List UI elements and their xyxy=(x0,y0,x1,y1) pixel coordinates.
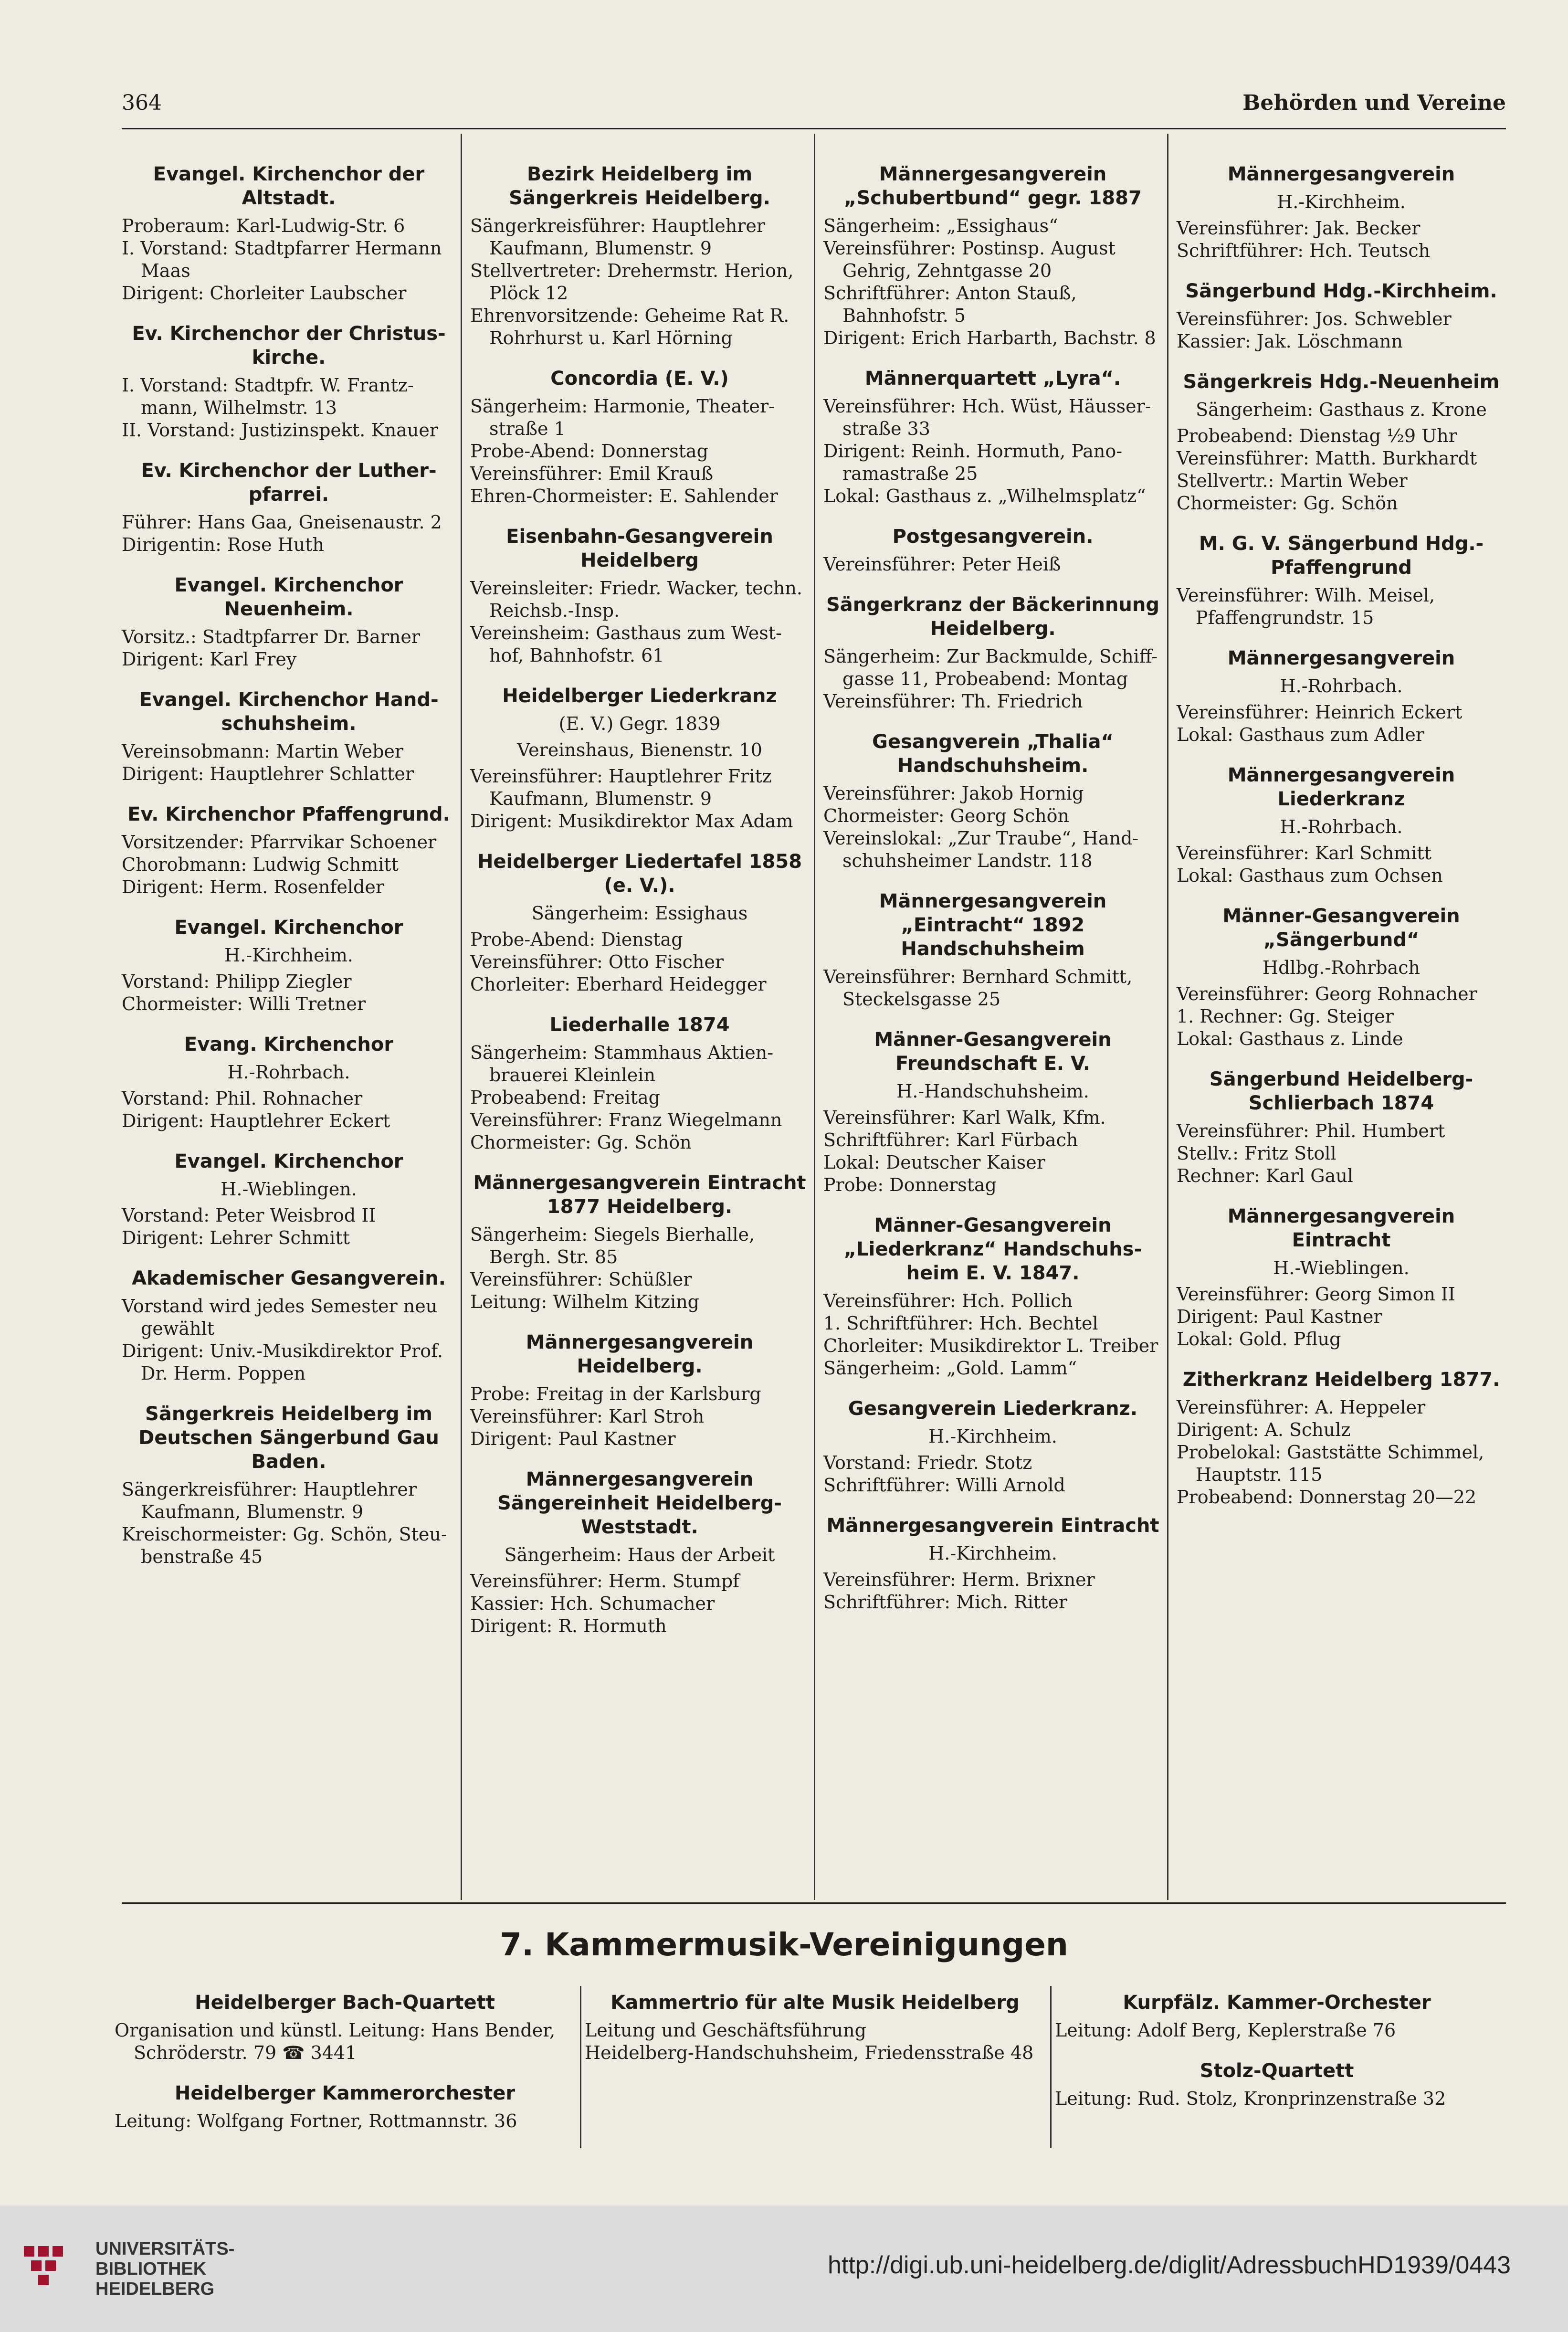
entry-block xyxy=(1177,1368,1506,1509)
entry-block xyxy=(122,322,456,442)
entry-block xyxy=(122,1150,456,1249)
entry-block xyxy=(823,593,1162,713)
entry-line: Vereinsheim: Gasthaus zum West-hof, Bahnhofstr. 61 xyxy=(470,623,782,666)
entry-line: Lokal: Gasthaus z. Linde xyxy=(1177,1028,1403,1049)
entry-line: Dirigent: Hauptlehrer Eckert xyxy=(122,1110,390,1131)
entry-subtitle: H.-Handschuhsheim. xyxy=(896,1081,1089,1102)
entry-title: Zitherkranz Heidelberg 1877. xyxy=(1182,1369,1500,1391)
entry-title: Heidelberger Liedertafel 1858 (e. V.). xyxy=(477,851,802,897)
column-2 xyxy=(470,162,809,1655)
entry-subtitle: Hdlbg.-Rohrbach xyxy=(1262,957,1421,978)
entry-line: Vereinsführer: Schüßler xyxy=(470,1269,692,1290)
entry-line: Schriftführer: Willi Arnold xyxy=(823,1475,1065,1496)
entry-title: Heidelberger Bach-Quartett xyxy=(195,1992,495,2014)
entry-line: Stellvertreter: Drehermstr. Herion, Plöck 12 xyxy=(470,260,794,304)
entry-title: Gesangverein Liederkranz. xyxy=(848,1398,1138,1420)
entry-title: Liederhalle 1874 xyxy=(549,1014,730,1036)
entry-title: M. G. V. Sängerbund Hdg.-Pfaffengrund xyxy=(1199,533,1484,579)
entry-line: Sängerkreisführer: Hauptlehrer Kaufmann, Blumenstr. 9 xyxy=(470,215,765,259)
entry-title: Concordia (E. V.) xyxy=(550,368,729,390)
entry-title: Männergesangverein „Schubertbund“ gegr. 1887 xyxy=(844,163,1142,209)
entry-line: Kreischormeister: Gg. Schön, Steu-benstraße 45 xyxy=(122,1524,447,1567)
entry-title: Männergesangverein Eintracht 1877 Heidelberg. xyxy=(473,1172,806,1218)
entry-line: Vereinsführer: Herm. Stumpf xyxy=(470,1571,740,1592)
entry-line: Dirigent: Reinh. Hormuth, Pano-ramastraße 25 xyxy=(823,441,1123,484)
entry-subtitle: H.-Kirchheim. xyxy=(928,1426,1057,1447)
entry-line: Stellvertr.: Martin Weber xyxy=(1177,470,1408,491)
entry-line: Vereinsführer: Georg Rohnacher xyxy=(1177,983,1477,1004)
entry-line: Vereinsführer: Phil. Humbert xyxy=(1177,1120,1445,1141)
entry-block xyxy=(470,850,809,996)
entry-line: Vereinsführer: Hch. Wüst, Häusser-straße 33 xyxy=(823,396,1151,439)
entry-line: Probeabend: Freitag xyxy=(470,1087,660,1108)
entry-line: Chormeister: Georg Schön xyxy=(823,805,1070,826)
entry-title: Evangel. Kirchenchor xyxy=(174,1150,403,1172)
entry-line: Vereinsführer: Franz Wiegelmann xyxy=(470,1109,782,1130)
entry-line: Probe: Donnerstag xyxy=(823,1174,997,1195)
entry-line: Vereinsführer: Wilh. Meisel, Pfaffengrundstr. 15 xyxy=(1177,585,1435,628)
entry-subtitle: H.-Rohrbach. xyxy=(1280,816,1403,837)
entry-block xyxy=(122,459,456,556)
entry-line: Dirigent: Chorleiter Laubscher xyxy=(122,283,407,304)
entry-block xyxy=(1177,370,1506,515)
entry-block xyxy=(823,1397,1162,1497)
entry-title: Sängerbund Heidelberg-Schlierbach 1874 xyxy=(1209,1068,1473,1114)
entry-block xyxy=(1177,1204,1506,1351)
entry-subtitle: H.-Rohrbach. xyxy=(1280,675,1403,696)
entry-title: Eisenbahn-Gesangverein Heidelberg xyxy=(506,526,773,571)
entry-line: Kassier: Hch. Schumacher xyxy=(470,1593,715,1614)
entry-subtitle: Sängerheim: Haus der Arbeit xyxy=(504,1544,775,1565)
entry-line: Probe: Freitag in der Karlsburg xyxy=(470,1383,761,1404)
entry-title: Evangel. Kirchenchor Neuenheim. xyxy=(174,574,403,620)
column-1 xyxy=(122,162,456,1585)
entry-block xyxy=(823,889,1162,1011)
entry-line: Dirigent: Herm. Rosenfelder xyxy=(122,876,384,897)
entry-block xyxy=(115,1991,575,2064)
entry-line: I. Vorstand: Stadtpfarrer Hermann Maas xyxy=(122,238,442,281)
entry-line: Dirigent: Hauptlehrer Schlatter xyxy=(122,763,414,784)
entry-block xyxy=(470,1171,809,1313)
entry-block xyxy=(470,1467,809,1637)
entry-line: Probe-Abend: Donnerstag xyxy=(470,441,708,462)
entry-block xyxy=(1055,1991,1499,2042)
entry-title: Männergesangverein Eintracht xyxy=(1227,1205,1455,1251)
entry-line: Sängerkreisführer: Hauptlehrer Kaufmann, Blumenstr. 9 xyxy=(122,1479,417,1522)
entry-line: Ehrenvorsitzende: Geheime Rat R. Rohrhurst u. Karl Hörning xyxy=(470,305,789,348)
entry-line: Dirigent: Karl Frey xyxy=(122,649,297,670)
entry-line: Probeabend: Donnerstag 20—22 xyxy=(1177,1487,1477,1508)
entry-line: Vereinsführer: Herm. Brixner xyxy=(823,1569,1095,1590)
entry-line: Leitung: Wolfgang Fortner, Rottmannstr. 36 xyxy=(115,2110,517,2132)
entry-line: Organisation und künstl. Leitung: Hans Bender, Schröderstr. 79 ☎ 3441 xyxy=(115,2020,556,2063)
entry-block xyxy=(823,367,1162,507)
entry-line: 1. Schriftführer: Hch. Bechtel xyxy=(823,1313,1098,1334)
entry-line: Probeabend: Dienstag ½9 Uhr xyxy=(1177,425,1457,446)
entry-line: Proberaum: Karl-Ludwig-Str. 6 xyxy=(122,215,405,236)
column-divider xyxy=(461,134,462,1900)
entry-line: Vorstand wird jedes Semester neu gewählt xyxy=(122,1296,438,1339)
entry-line: Sängerheim: Stammhaus Aktien-brauerei Kleinlein xyxy=(470,1042,774,1086)
entry-block xyxy=(823,1213,1162,1380)
entry-block xyxy=(585,1991,1045,2064)
entry-block xyxy=(1177,904,1506,1050)
entry-block xyxy=(1177,1067,1506,1187)
entry-line: Schriftführer: Karl Fürbach xyxy=(823,1129,1078,1150)
column-divider xyxy=(814,134,815,1900)
entry-title: Gesangverein „Thalia“ Handschuhsheim. xyxy=(872,731,1114,777)
entry-title: Ev. Kirchenchor Pfaffengrund. xyxy=(127,803,450,825)
entry-title: Männergesangverein Heidelberg. xyxy=(526,1331,754,1377)
entry-line: Sängerheim: „Essighaus“ xyxy=(823,215,1058,236)
entry-line: Vereinsführer: Jak. Becker xyxy=(1177,218,1421,239)
library-name-line: HEIDELBERG xyxy=(95,2279,215,2299)
entry-title: Evangel. Kirchenchor der Altstadt. xyxy=(153,163,425,209)
entry-block xyxy=(122,1402,456,1568)
entry-block xyxy=(122,1266,456,1385)
entry-block xyxy=(823,525,1162,576)
entry-line: Vereinsführer: Karl Schmitt xyxy=(1177,843,1431,864)
entry-title: Kammertrio für alte Musik Heidelberg xyxy=(610,1992,1020,2014)
entry-line: Vereinsführer: Peter Heiß xyxy=(823,554,1061,575)
entry-line: Vereinsführer: Matth. Burkhardt xyxy=(1177,448,1477,469)
university-seal-icon xyxy=(19,2241,86,2294)
entry-block xyxy=(470,1013,809,1154)
entry-title: Männergesangverein Eintracht xyxy=(826,1515,1159,1537)
entry-line: Chorleiter: Musikdirektor L. Treiber xyxy=(823,1335,1158,1356)
entry-block xyxy=(470,162,809,349)
section-rule xyxy=(122,1902,1506,1904)
entry-block xyxy=(122,1033,456,1132)
entry-title: Heidelberger Kammerorchester xyxy=(174,2082,516,2104)
entry-block xyxy=(1177,646,1506,746)
entry-line: Chorleiter: Eberhard Heidegger xyxy=(470,974,767,995)
entry-title: Akademischer Gesangverein. xyxy=(132,1267,446,1289)
library-name-line: BIBLIOTHEK xyxy=(95,2259,207,2279)
section-column-2 xyxy=(585,1991,1045,2081)
entry-title: Sängerkranz der Bäckerinnung Heidelberg. xyxy=(826,594,1159,640)
entry-line: Heidelberg-Handschuhsheim, Friedensstraße 48 xyxy=(585,2042,1034,2063)
entry-line: Chormeister: Willi Tretner xyxy=(122,993,366,1014)
entry-line: Dirigent: Lehrer Schmitt xyxy=(122,1227,350,1248)
column-4 xyxy=(1177,162,1506,1526)
entry-line: Ehren-Chormeister: E. Sahlender xyxy=(470,485,778,506)
entry-line: Chormeister: Gg. Schön xyxy=(470,1132,692,1153)
entry-line: Vereinsleiter: Friedr. Wacker, techn. Reichsb.-Insp. xyxy=(470,578,802,621)
entry-title: Heidelberger Liederkranz xyxy=(502,685,777,707)
entry-title: Ev. Kirchenchor der Luther-pfarrei. xyxy=(141,460,437,506)
entry-subtitle: (E. V.) Gegr. 1839 xyxy=(558,713,721,734)
entry-line: Leitung: Adolf Berg, Keplerstraße 76 xyxy=(1055,2020,1396,2041)
entry-title: Sängerkreis Heidelberg im Deutschen Sängerbund Gau Baden. xyxy=(138,1403,439,1473)
entry-line: Leitung: Wilhelm Kitzing xyxy=(470,1291,700,1312)
entry-block xyxy=(122,688,456,785)
entry-title: Evangel. Kirchenchor Hand-schuhsheim. xyxy=(139,689,439,735)
source-url-link[interactable]: http://digi.ub.uni-heidelberg.de/diglit/AdressbuchHD1939/0443 xyxy=(828,2251,1511,2279)
entry-subtitle: Vereinshaus, Bienenstr. 10 xyxy=(517,739,762,760)
entry-title: Bezirk Heidelberg im Sängerkreis Heidelberg. xyxy=(509,163,770,209)
entry-line: Vereinsführer: Hch. Pollich xyxy=(823,1290,1073,1311)
entry-line: Vereinsführer: Th. Friedrich xyxy=(823,691,1083,712)
entry-block xyxy=(122,162,456,305)
entry-line: Dirigent: Erich Harbarth, Bachstr. 8 xyxy=(823,327,1156,348)
entry-line: Chorobmann: Ludwig Schmitt xyxy=(122,854,399,875)
library-name xyxy=(95,2239,234,2299)
entry-line: Probelokal: Gaststätte Schimmel, Hauptstr. 115 xyxy=(1177,1442,1484,1485)
entry-line: Vorstand: Peter Weisbrod II xyxy=(122,1205,376,1226)
entry-line: Dirigent: A. Schulz xyxy=(1177,1419,1351,1440)
page-number: 364 xyxy=(122,91,162,115)
entry-line: Vereinsführer: Jos. Schwebler xyxy=(1177,308,1452,329)
entry-line: Vorsitzender: Pfarrvikar Schoener xyxy=(122,832,437,853)
entry-title: Männerquartett „Lyra“. xyxy=(864,368,1121,390)
entry-block xyxy=(1177,763,1506,887)
entry-block xyxy=(470,684,809,833)
entry-subtitle: Sängerheim: Gasthaus z. Krone xyxy=(1196,399,1487,420)
footer-bar xyxy=(0,2205,1568,2332)
entry-block xyxy=(1177,162,1506,262)
entry-title: Männer-Gesangverein „Sängerbund“ xyxy=(1222,905,1460,951)
entry-block xyxy=(823,730,1162,872)
column-3 xyxy=(823,162,1162,1631)
entry-title: Männergesangverein Liederkranz xyxy=(1227,764,1455,810)
entry-line: Lokal: Deutscher Kaiser xyxy=(823,1152,1045,1173)
entry-title: Evangel. Kirchenchor xyxy=(174,917,403,939)
entry-title: Sängerkreis Hdg.-Neuenheim xyxy=(1183,371,1500,393)
entry-line: Probe-Abend: Dienstag xyxy=(470,929,683,950)
entry-line: Vereinsobmann: Martin Weber xyxy=(122,741,404,762)
entry-line: Führer: Hans Gaa, Gneisenaustr. 2 xyxy=(122,512,442,533)
entry-title: Kurpfälz. Kammer-Orchester xyxy=(1123,1992,1431,2014)
entry-block xyxy=(470,1330,809,1450)
entry-block xyxy=(470,367,809,507)
entry-block xyxy=(1177,279,1506,353)
entry-line: Vorstand: Friedr. Stotz xyxy=(823,1452,1032,1473)
entry-title: Männergesangverein xyxy=(1227,647,1455,669)
entry-line: Dirigent: Paul Kastner xyxy=(470,1428,676,1449)
entry-title: Postgesangverein. xyxy=(892,526,1094,548)
entry-block xyxy=(823,1514,1162,1614)
entry-line: Schriftführer: Mich. Ritter xyxy=(823,1592,1068,1613)
entry-line: Lokal: Gasthaus z. „Wilhelmsplatz“ xyxy=(823,485,1146,506)
section-column-1 xyxy=(115,1991,575,2150)
entry-line: Vereinsführer: Bernhard Schmitt, Steckelsgasse 25 xyxy=(823,966,1133,1010)
entry-line: Vereinsführer: Emil Krauß xyxy=(470,463,714,484)
entry-line: Dirigent: R. Hormuth xyxy=(470,1615,667,1636)
entry-line: Stellv.: Fritz Stoll xyxy=(1177,1143,1336,1164)
entry-line: Schriftführer: Hch. Teutsch xyxy=(1177,240,1431,261)
entry-title: Sängerbund Hdg.-Kirchheim. xyxy=(1185,280,1497,302)
entry-line: Dirigent: Paul Kastner xyxy=(1177,1306,1382,1327)
entry-title: Ev. Kirchenchor der Christus-kirche. xyxy=(132,323,446,369)
entry-line: Leitung: Rud. Stolz, Kronprinzenstraße 32 xyxy=(1055,2088,1446,2109)
entry-line: Sängerheim: Harmonie, Theater-straße 1 xyxy=(470,396,775,439)
entry-line: Sängerheim: Siegels Bierhalle, Bergh. Str. 85 xyxy=(470,1224,755,1267)
column-divider xyxy=(1167,134,1168,1900)
entry-title: Männer-Gesangverein Freundschaft E. V. xyxy=(874,1029,1112,1075)
entry-line: Leitung und Geschäftsführung xyxy=(585,2020,866,2041)
section-column-divider xyxy=(580,1986,581,2148)
entry-line: Vereinsführer: Karl Stroh xyxy=(470,1406,705,1427)
entry-line: 1. Rechner: Gg. Steiger xyxy=(1177,1006,1394,1027)
entry-line: Vereinsführer: Otto Fischer xyxy=(470,951,724,972)
entry-title: Männer-Gesangverein „Liederkranz“ Handschuhs-heim E. V. 1847. xyxy=(843,1214,1142,1284)
entry-line: Lokal: Gold. Pflug xyxy=(1177,1329,1341,1350)
entry-line: Vereinsführer: Heinrich Eckert xyxy=(1177,702,1463,723)
entry-line: Rechner: Karl Gaul xyxy=(1177,1165,1353,1186)
entry-block xyxy=(122,802,456,898)
entry-subtitle: H.-Kirchheim. xyxy=(224,945,353,966)
entry-block xyxy=(122,573,456,671)
entry-line: Vorstand: Phil. Rohnacher xyxy=(122,1088,363,1109)
entry-line: II. Vorstand: Justizinspekt. Knauer xyxy=(122,420,438,441)
entry-line: Chormeister: Gg. Schön xyxy=(1177,493,1398,514)
entry-line: Vereinsführer: Karl Walk, Kfm. xyxy=(823,1107,1106,1128)
entry-line: Vereinsführer: Hauptlehrer Fritz Kaufmann, Blumenstr. 9 xyxy=(470,766,772,809)
entry-subtitle: H.-Wieblingen. xyxy=(221,1179,357,1200)
entry-line: Vorsitz.: Stadtpfarrer Dr. Barner xyxy=(122,626,421,647)
entry-block xyxy=(1177,532,1506,629)
entry-line: Kassier: Jak. Löschmann xyxy=(1177,331,1403,352)
entry-block xyxy=(823,1028,1162,1196)
entry-line: Dirigentin: Rose Huth xyxy=(122,534,324,555)
entry-block xyxy=(115,2081,575,2132)
entry-line: Lokal: Gasthaus zum Adler xyxy=(1177,724,1424,745)
entry-line: Vereinsführer: Postinsp. August Gehrig, Zehntgasse 20 xyxy=(823,238,1115,281)
entry-line: Vereinslokal: „Zur Traube“, Hand-schuhsheimer Landstr. 118 xyxy=(823,828,1139,871)
entry-line: Dirigent: Musikdirektor Max Adam xyxy=(470,811,793,832)
entry-line: Lokal: Gasthaus zum Ochsen xyxy=(1177,865,1443,886)
entry-line: Vereinsführer: Georg Simon II xyxy=(1177,1284,1455,1305)
entry-title: Männergesangverein „Eintracht“ 1892 Handschuhsheim xyxy=(879,890,1107,960)
entry-line: Vorstand: Philipp Ziegler xyxy=(122,971,352,992)
entry-line: I. Vorstand: Stadtpfr. W. Frantz-mann, Wilhelmstr. 13 xyxy=(122,375,414,418)
entry-line: Vereinsführer: A. Heppeler xyxy=(1177,1397,1426,1418)
entry-line: Schriftführer: Anton Stauß, Bahnhofstr. 5 xyxy=(823,283,1077,326)
section-title: 7. Kammermusik-Vereinigungen xyxy=(500,1926,1068,1963)
page-header xyxy=(122,91,1506,119)
running-title: Behörden und Vereine xyxy=(1242,91,1506,115)
section-column-divider xyxy=(1050,1986,1052,2148)
library-name-line: UNIVERSITÄTS- xyxy=(95,2239,235,2259)
entry-subtitle: Sängerheim: Essighaus xyxy=(531,903,748,924)
entry-title: Männergesangverein xyxy=(1227,163,1455,185)
entry-line: Sängerheim: „Gold. Lamm“ xyxy=(823,1358,1077,1379)
entry-subtitle: H.-Rohrbach. xyxy=(227,1062,350,1083)
entry-subtitle: H.-Kirchheim. xyxy=(928,1543,1057,1564)
entry-line: Dirigent: Univ.-Musikdirektor Prof. Dr. Herm. Poppen xyxy=(122,1340,443,1384)
entry-block xyxy=(1055,2059,1499,2110)
entry-line: Vereinsführer: Jakob Hornig xyxy=(823,783,1084,804)
entry-subtitle: H.-Wieblingen. xyxy=(1273,1257,1410,1278)
entry-title: Evang. Kirchenchor xyxy=(184,1034,394,1055)
entry-line: Sängerheim: Zur Backmulde, Schiff-gasse 11, Probeabend: Montag xyxy=(823,646,1158,689)
header-rule xyxy=(122,128,1506,129)
section-column-3 xyxy=(1055,1991,1499,2127)
entry-block xyxy=(823,162,1162,349)
entry-title: Männergesangverein Sängereinheit Heidelberg-Weststadt. xyxy=(497,1468,782,1538)
entry-title: Stolz-Quartett xyxy=(1200,2060,1354,2082)
entry-subtitle: H.-Kirchheim. xyxy=(1277,191,1406,212)
entry-block xyxy=(470,525,809,667)
entry-block xyxy=(122,916,456,1015)
